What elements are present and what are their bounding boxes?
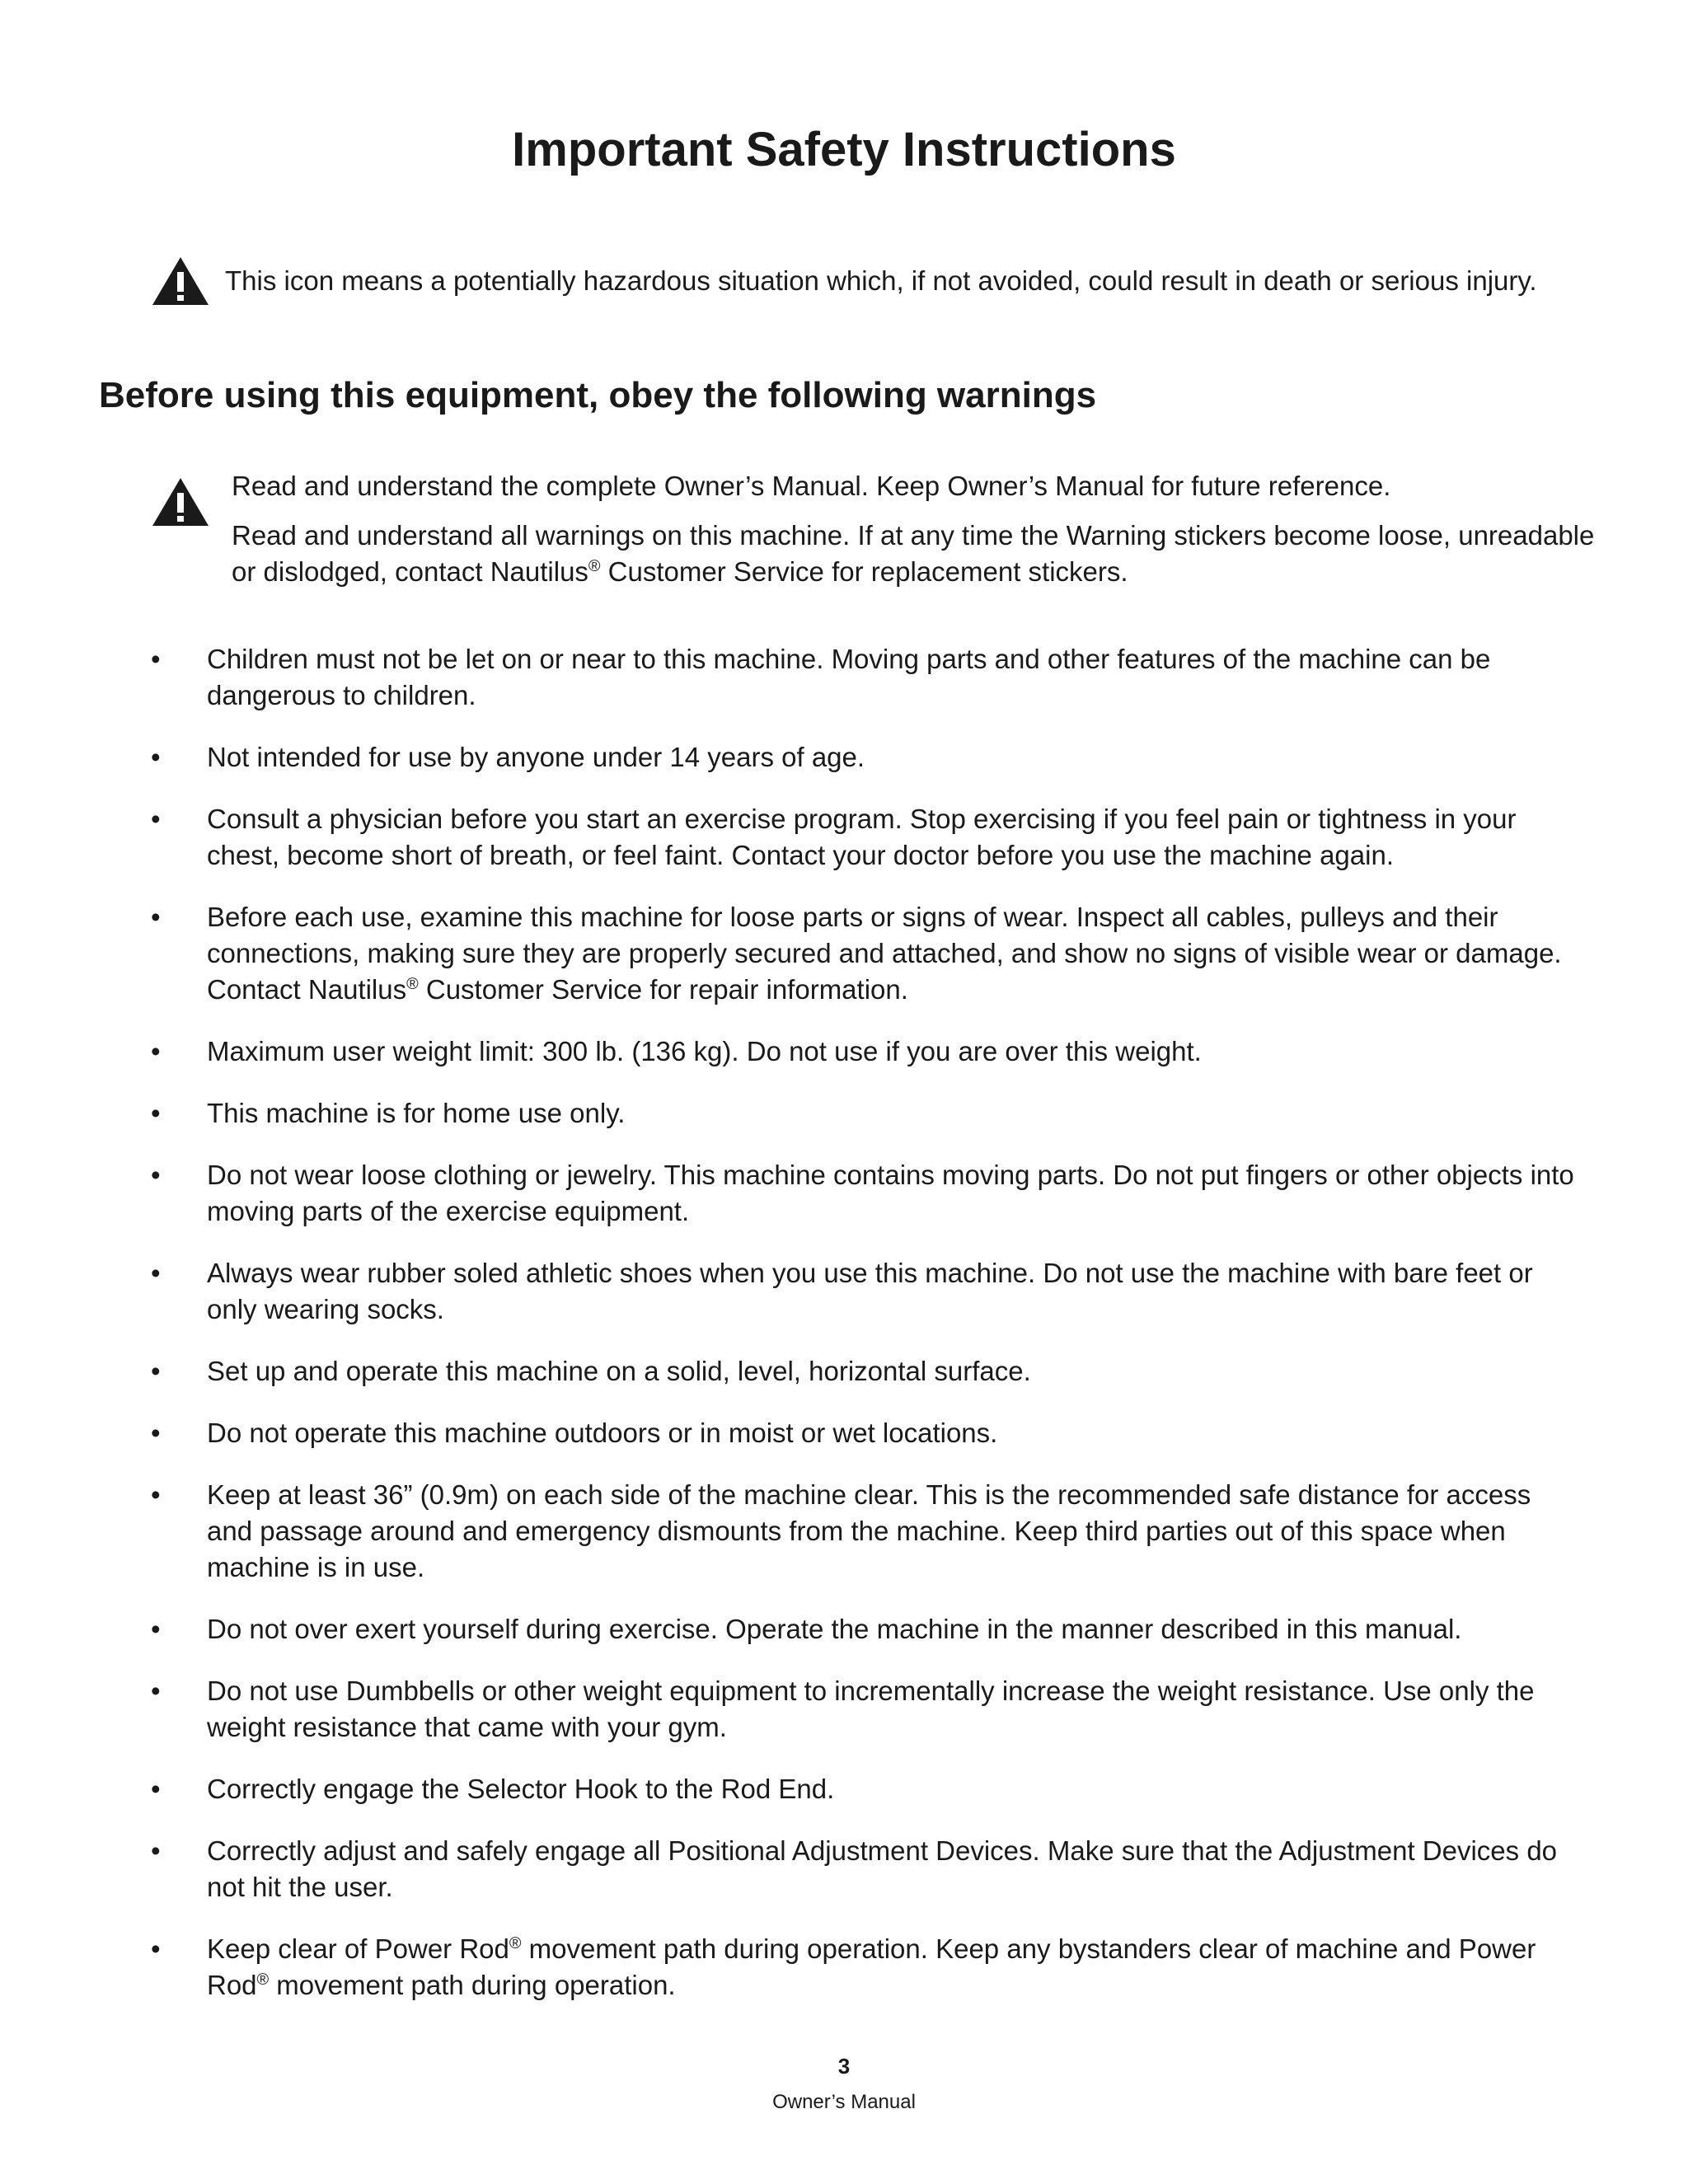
list-item: • Do not operate this machine outdoors or in moist or wet locations. bbox=[151, 1415, 1577, 1451]
page-title: Important Safety Instructions bbox=[512, 123, 1176, 176]
bullet: • bbox=[151, 1036, 161, 1066]
bullet: • bbox=[151, 1933, 161, 1964]
bullet: • bbox=[151, 1356, 161, 1386]
list-item: • Correctly engage the Selector Hook to the Rod End. bbox=[151, 1771, 1577, 1807]
list-item: • Children must not be let on or near to this machine. Moving parts and other features of the machine can be dangerous to children. bbox=[151, 641, 1577, 714]
list-item: • Always wear rubber soled athletic shoes when you use this machine. Do not use the machine with bare feet or only wearing socks. bbox=[151, 1255, 1577, 1328]
bullet: • bbox=[151, 1418, 161, 1448]
list-item: • Do not use Dumbbells or other weight equipment to incrementally increase the weight resistance. Use only the weight resistance that came with your gym. bbox=[151, 1673, 1577, 1746]
bullet: • bbox=[151, 1258, 161, 1288]
bullet: • bbox=[151, 644, 161, 674]
list-item: • Do not wear loose clothing or jewelry. This machine contains moving parts. Do not put fingers or other objects into moving parts of the exercise equipment. bbox=[151, 1157, 1577, 1230]
list-item: • This machine is for home use only. bbox=[151, 1095, 1577, 1132]
list-item: • Consult a physician before you start an exercise program. Stop exercising if you feel pain or tightness in your chest, become short of breath, or feel faint. Contact your doctor before you use the machine again. bbox=[151, 801, 1577, 874]
bullet: • bbox=[151, 902, 161, 932]
warning-line: Read and understand all warnings on this machine. If at any time the Warning stickers become loose, unreadable or dislodged, contact Nautilus® Customer Service for replacement stickers. bbox=[232, 520, 1595, 587]
warning-text bbox=[232, 468, 1600, 603]
page-footer bbox=[0, 2052, 1688, 2116]
bullet: • bbox=[151, 1614, 161, 1644]
warning-line: Read and understand the complete Owner’s Manual. Keep Owner’s Manual for future reference. bbox=[232, 471, 1391, 501]
list-item: • Not intended for use by anyone under 14 years of age. bbox=[151, 739, 1577, 776]
list-item: • Keep clear of Power Rod® movement path during operation. Keep any bystanders clear of machine and Power Rod® movement path during operation. bbox=[151, 1931, 1577, 2004]
list-item: • Keep at least 36” (0.9m) on each side of the machine clear. This is the recommended safe distance for access and passage around and emergency dismounts from the machine. Keep third parties out of this space when machine is in use. bbox=[151, 1477, 1577, 1586]
list-item: • Do not over exert yourself during exercise. Operate the machine in the manner described in this manual. bbox=[151, 1611, 1577, 1647]
list-item: • Correctly adjust and safely engage all Positional Adjustment Devices. Make sure that the Adjustment Devices do not hit the user. bbox=[151, 1833, 1577, 1905]
warning-triangle-icon bbox=[151, 476, 210, 527]
document-name: Owner’s Manual bbox=[772, 2091, 916, 2113]
list-item: • Before each use, examine this machine for loose parts or signs of wear. Inspect all cables, pulleys and their connections, making sure they are properly secured and attached, and show no signs of visible wear or damage. Contact Nautilus® Customer Service for repair information. bbox=[151, 899, 1577, 1008]
bullet: • bbox=[151, 1160, 161, 1190]
bullet: • bbox=[151, 1098, 161, 1128]
bullet: • bbox=[151, 742, 161, 772]
list-item: • Set up and operate this machine on a solid, level, horizontal surface. bbox=[151, 1353, 1577, 1390]
warnings-list bbox=[151, 641, 1577, 2029]
hazard-legend bbox=[151, 255, 1610, 307]
bullet: • bbox=[151, 1675, 161, 1706]
warning-triangle-icon bbox=[151, 255, 210, 307]
bullet: • bbox=[151, 1835, 161, 1866]
list-item: • Maximum user weight limit: 300 lb. (136 kg). Do not use if you are over this weight. bbox=[151, 1033, 1577, 1070]
section-heading: Before using this equipment, obey the following warnings bbox=[99, 375, 1097, 415]
bullet: • bbox=[151, 1774, 161, 1804]
hazard-legend-text: This icon means a potentially hazardous situation which, if not avoided, could result in death or serious injury. bbox=[225, 265, 1537, 296]
bullet: • bbox=[151, 804, 161, 834]
page-number: 3 bbox=[837, 2054, 851, 2079]
bullet: • bbox=[151, 1479, 161, 1510]
